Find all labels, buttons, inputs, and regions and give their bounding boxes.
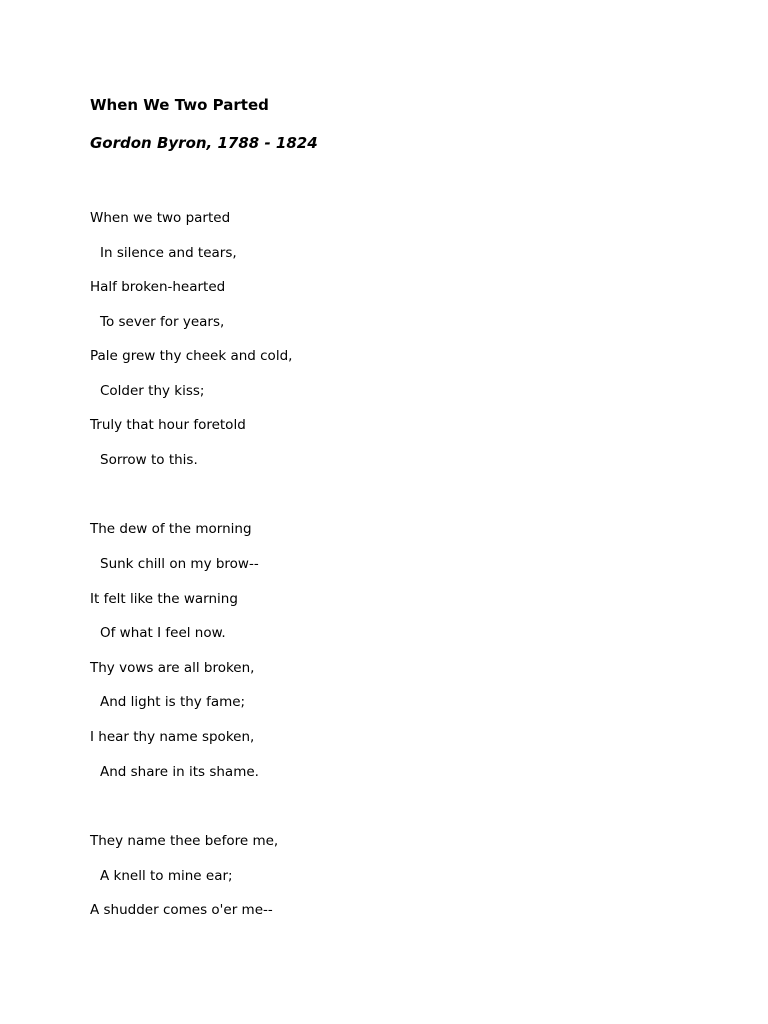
poem-line: Colder thy kiss; bbox=[100, 383, 205, 399]
poem-line: When we two parted bbox=[90, 210, 231, 226]
poem-author: Gordon Byron, 1788 - 1824 bbox=[90, 134, 318, 152]
poem-line: It felt like the warning bbox=[90, 591, 238, 607]
poem-line: To sever for years, bbox=[100, 314, 225, 330]
poem-line: A knell to mine ear; bbox=[100, 868, 233, 884]
poem-line: I hear thy name spoken, bbox=[90, 729, 255, 745]
poem-line: In silence and tears, bbox=[100, 245, 237, 261]
poem-line: Truly that hour foretold bbox=[90, 417, 246, 433]
poem-line: And light is thy fame; bbox=[100, 694, 246, 710]
poem-line: Half broken-hearted bbox=[90, 279, 226, 295]
poem-line: The dew of the morning bbox=[90, 521, 252, 537]
poem-line: Of what I feel now. bbox=[100, 625, 226, 641]
poem-line: Thy vows are all broken, bbox=[90, 660, 255, 676]
poem-line: A shudder comes o'er me-- bbox=[90, 902, 273, 918]
poem-line: They name thee before me, bbox=[90, 833, 279, 849]
poem-line: Sorrow to this. bbox=[100, 452, 198, 468]
poem-line: Pale grew thy cheek and cold, bbox=[90, 348, 293, 364]
poem-line: Sunk chill on my brow-- bbox=[100, 556, 259, 572]
poem-line: And share in its shame. bbox=[100, 764, 259, 780]
poem-title: When We Two Parted bbox=[90, 96, 269, 114]
